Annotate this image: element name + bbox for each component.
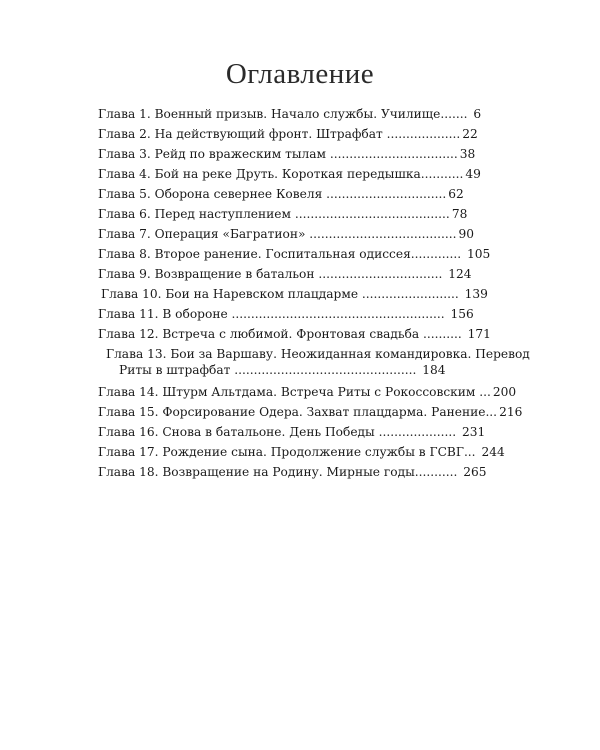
toc-entry-leader: ........... <box>414 465 458 479</box>
toc-entry-leader: ............. <box>410 247 462 261</box>
toc-entry-page: 78 <box>451 207 468 221</box>
toc-entry <box>106 346 530 362</box>
toc-entry-page: 62 <box>448 187 464 201</box>
toc-entry-leader: ........................................ <box>294 207 450 221</box>
toc-entry-leader: ................................. <box>329 147 458 161</box>
toc-entry-leader: ......................... <box>358 287 459 301</box>
toc-entry-text: Глава 3. Рейд по вражеским тылам <box>98 147 327 161</box>
toc-entry-text: Глава 9. Возвращение в батальон <box>98 267 315 281</box>
toc-entry <box>98 186 464 202</box>
toc-entry-leader: ....................................................... <box>227 307 445 321</box>
toc-entry-page: 171 <box>467 327 491 341</box>
toc-entry-leader: ........... <box>420 167 464 181</box>
toc-entry-page: 105 <box>467 247 491 261</box>
toc-entry-text: Глава 7. Операция «Багратион» <box>98 227 306 241</box>
toc-entry <box>98 226 474 242</box>
toc-entry <box>98 306 474 322</box>
toc-entry-leader: .................... <box>374 425 457 439</box>
toc-entry <box>98 444 505 460</box>
toc-entry-text: Глава 16. Снова в батальоне. День Победы <box>98 425 375 439</box>
toc-entry-leader: ............................... <box>326 187 447 201</box>
toc-entry-text: Глава 14. Штурм Альтдама. Встреча Риты с Рокоссовским <box>98 385 476 399</box>
toc-entry <box>98 106 481 122</box>
toc-entry-page: 139 <box>464 287 488 301</box>
page-title: Оглавление <box>225 58 375 90</box>
toc-entry-page: 200 <box>492 385 517 399</box>
toc-entry <box>98 384 516 400</box>
toc-entry-text: Глава 11. В обороне <box>98 307 228 321</box>
toc-entry-continuation <box>119 362 446 378</box>
toc-entry-page: 265 <box>463 465 487 479</box>
toc-entry <box>98 424 485 440</box>
toc-entry <box>98 266 472 282</box>
toc-entry-text: Глава 13. Бои за Варшаву. Неожиданная командировка. Перевод <box>106 347 530 361</box>
toc-entry-text: Глава 18. Возвращение на Родину. Мирные годы <box>98 465 415 479</box>
toc-entry-leader: ... <box>463 445 476 459</box>
toc-entry-text: Глава 15. Форсирование Одера. Захват плацдарма. Ранение <box>98 405 486 419</box>
toc-entry-page: 124 <box>448 267 472 281</box>
toc-entry-page: 6 <box>473 107 482 121</box>
toc-entry-page: 231 <box>461 425 486 439</box>
toc-entry <box>101 286 488 302</box>
toc-entry <box>98 464 487 480</box>
toc-entry-text: Глава 4. Бой на реке Друть. Короткая передышка <box>98 167 421 181</box>
toc-entry-page: 90 <box>458 227 475 241</box>
toc-entry-text: Глава 17. Рождение сына. Продолжение службы в ГСВГ <box>98 445 464 459</box>
toc-entry-page: 156 <box>450 307 474 321</box>
toc-entry-text: Глава 2. На действующий фронт. Штрафбат <box>98 127 383 141</box>
toc-entry-page: 216 <box>499 405 523 419</box>
toc-entry <box>98 404 522 420</box>
toc-entry <box>98 166 481 182</box>
toc-entry-leader: ............................................... <box>230 363 417 377</box>
toc-entry-page: 49 <box>465 167 481 181</box>
toc-entry <box>98 146 475 162</box>
toc-entry <box>98 326 491 342</box>
toc-entry-text: Глава 5. Оборона севернее Ковеля <box>98 187 323 201</box>
toc-entry-page: 22 <box>462 127 478 141</box>
toc-entry-page: 38 <box>459 147 476 161</box>
toc-entry-page: 184 <box>422 363 446 377</box>
toc-entry <box>98 126 478 142</box>
toc-entry <box>98 206 467 222</box>
toc-entry-text: Глава 1. Военный призыв. Начало службы. Училище <box>98 107 441 121</box>
toc-entry-leader: .......... <box>419 327 462 341</box>
toc-entry-leader: ....... <box>440 107 468 121</box>
toc-entry-leader: ... <box>485 405 498 419</box>
toc-entry-text: Глава 12. Встреча с любимой. Фронтовая свадьба <box>98 327 420 341</box>
toc-entry-text: Глава 6. Перед наступлением <box>98 207 291 221</box>
toc-entry-page: 244 <box>481 445 505 459</box>
toc-entry-leader: ................................ <box>314 267 443 281</box>
toc-entry-text-line2: Риты в штрафбат <box>119 363 231 377</box>
toc-entry-leader: ... <box>475 385 491 399</box>
toc-entry <box>98 246 490 262</box>
toc-entry-leader: ................... <box>386 127 461 141</box>
toc-entry-text: Глава 8. Второе ранение. Госпитальная одиссея <box>98 247 411 261</box>
toc-entry-text: Глава 10. Бои на Наревском плацдарме <box>101 287 359 301</box>
toc-entry-leader: ...................................... <box>309 227 457 241</box>
